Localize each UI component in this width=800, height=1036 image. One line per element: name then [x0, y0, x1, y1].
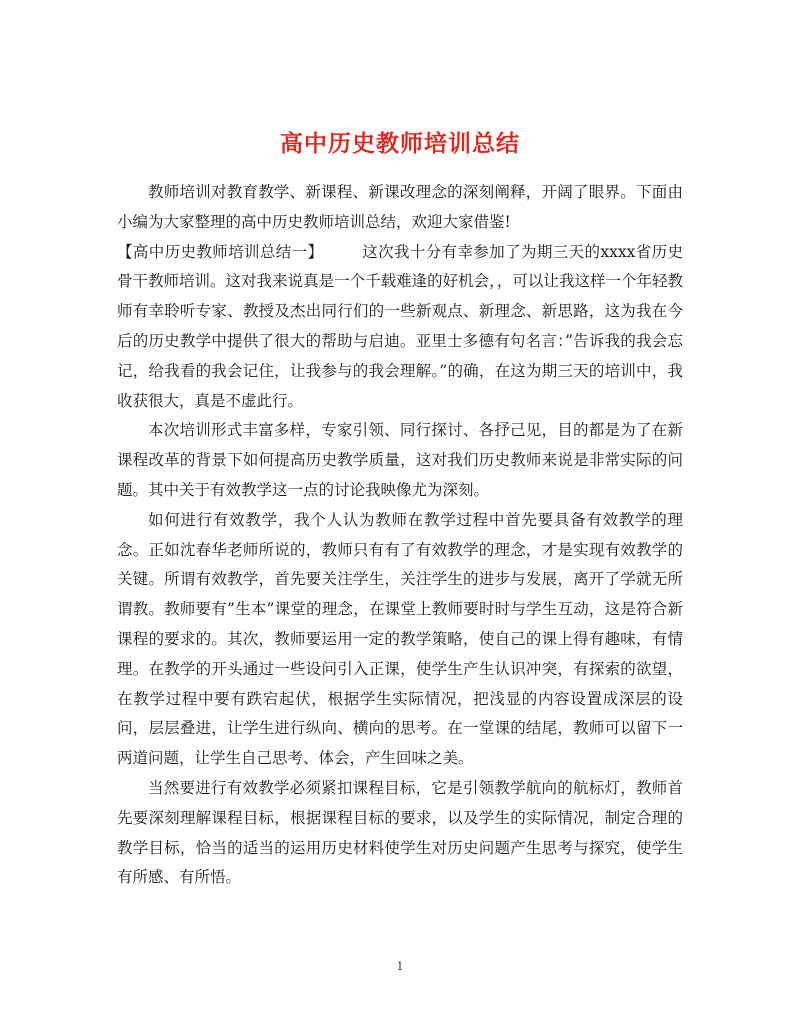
- paragraph-3: 如何进行有效教学，我个人认为教师在教学过程中首先要具备有效教学的理念。正如沈春华老师所说的，教师只有有了有效教学的理念，才是实现有效教学的关键。所谓有效教学，首先要关注学生，关注学生的进步与发展，离开了学就无所谓教。教师要有”生本”课堂的理念，在课堂上教师要时时与学生互动，这是符合新课程的要求的。其次，教师要运用一定的教学策略，使自己的课上得有趣味，有情理。在教学的开头通过一些设问引入正课，使学生产生认识冲突，有探索的欲望，在教学过程中要有跌宕起伏，根据学生实际情况，把浅显的内容设置成深层的设问，层层叠进，让学生进行纵向、横向的思考。在一堂课的结尾，教师可以留下一两道问题，让学生自己思考、体会，产生回味之美。: [117, 510, 683, 768]
- paragraph-2: 本次培训形式丰富多样，专家引领、同行探讨、各抒己见，目的都是为了在新课程改革的背景下如何提高历史教学质量，这对我们历史教师来说是非常实际的问题。其中关于有效教学这一点的讨论我映像尤为深刻。: [117, 421, 683, 499]
- intro-paragraph: 教师培训对教育教学、新课程、新课改理念的深刻阐释，开阔了眼界。下面由小编为大家整理的高中历史教师培训总结，欢迎大家借鉴!: [117, 183, 683, 231]
- page-title: 高中历史教师培训总结: [280, 131, 520, 158]
- section1-text: 这次我十分有幸参加了为期三天的xxxx省历史骨干教师培训。这对我来说真是一个千载难逢的好机会，，可以让我这样一个年轻教师有幸聆听专家、教授及杰出同行们的一些新观点、新理念、新思路，这为我在今后的历史教学中提供了很大的帮助与启迪。亚里士多德有句名言：”告诉我的我会忘记，给我看的我会记住，让我参与的我会理解。”的确，在这为期三天的培训中，我收获很大，真是不虚此行。: [117, 242, 683, 410]
- paragraph-4: 当然要进行有效教学必须紧扣课程目标，它是引领教学航向的航标灯，教师首先要深刻理解课程目标，根据课程目标的要求，以及学生的实际情况，制定合理的教学目标，恰当的适当的运用历史材料使学生对历史问题产生思考与探究，使学生有所感、有所悟。: [117, 778, 683, 887]
- document-body: [117, 178, 683, 893]
- section1-paragraph: [117, 238, 683, 417]
- page-number: 1: [396, 960, 404, 973]
- section1-heading: 【高中历史教师培训总结一】: [117, 242, 324, 261]
